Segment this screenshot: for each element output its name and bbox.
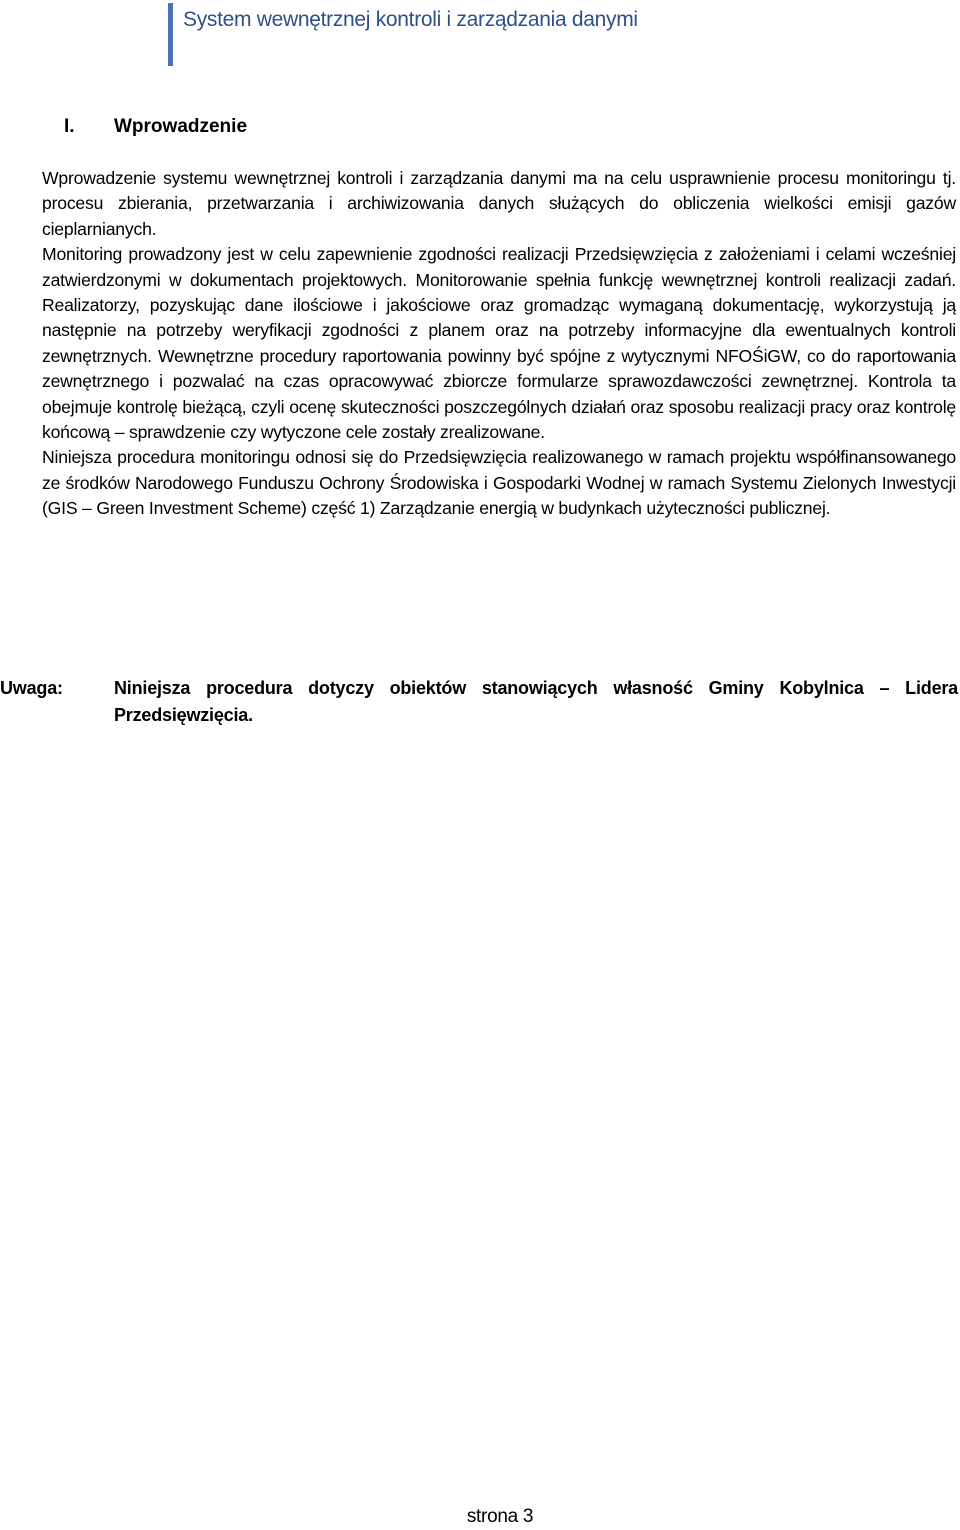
body-text — [42, 166, 956, 522]
section-title: Wprowadzenie — [114, 116, 248, 137]
paragraph-monitoring: Monitoring prowadzony jest w celu zapewnienie zgodności realizacji Przedsięwzięcia z założeniami i celami wcześniej zatwierdzonymi w dokumentach projektowych. Monitorowanie spełnia funkcję wewnętrznej kontroli realizacji zadań. Realizatorzy, pozyskując dane ilościowe i jakościowe oraz gromadząc wymaganą dokumentację, wykorzystują ją następnie na potrzeby weryfikacji zgodności z planem oraz na potrzeby informacyjne dla ewentualnych kontroli zewnętrznych. Wewnętrzne procedury raportowania powinny być spójne z wytycznymi NFOŚiGW, co do raportowania zewnętrznego i pozwalać na czas opracowywać zbiorcze formularze sprawozdawczości zewnętrznej. Kontrola ta obejmuje kontrolę bieżącą, czyli ocenę skuteczności poszczególnych działań oraz sposobu realizacji pracy oraz kontrolę końcową – sprawdzenie czy wytyczone cele zostały zrealizowane. — [42, 244, 956, 443]
paragraph-procedure-scope: Niniejsza procedura monitoringu odnosi się do Przedsięwzięcia realizowanego w ramach projektu współfinansowanego ze środków Narodowego Funduszu Ochrony Środowiska i Gospodarki Wodnej w ramach Systemu Zielonych Inwestycji (GIS – Green Investment Scheme) część 1) Zarządzanie energią w budynkach użyteczności publicznej. — [42, 447, 956, 519]
page-number: strona 3 — [466, 1506, 534, 1527]
document-header-title: System wewnętrznej kontroli i zarządzania danymi — [183, 8, 638, 31]
page-footer — [0, 1506, 960, 1528]
header-accent-bar — [168, 3, 173, 66]
note-text: Niniejsza procedura dotyczy obiektów stanowiących własność Gminy Kobylnica – Lidera Przedsięwzięcia. — [114, 678, 958, 725]
note-label: Uwaga: — [0, 678, 63, 698]
section-number: I. — [64, 116, 75, 137]
paragraph-introduction: Wprowadzenie systemu wewnętrznej kontroli i zarządzania danymi ma na celu usprawnienie procesu monitoringu tj. procesu zbierania, przetwarzania i archiwizowania danych służących do obliczenia wielkości emisji gazów cieplarnianych. — [42, 168, 956, 239]
section-heading — [64, 116, 247, 138]
note-block — [0, 675, 958, 729]
